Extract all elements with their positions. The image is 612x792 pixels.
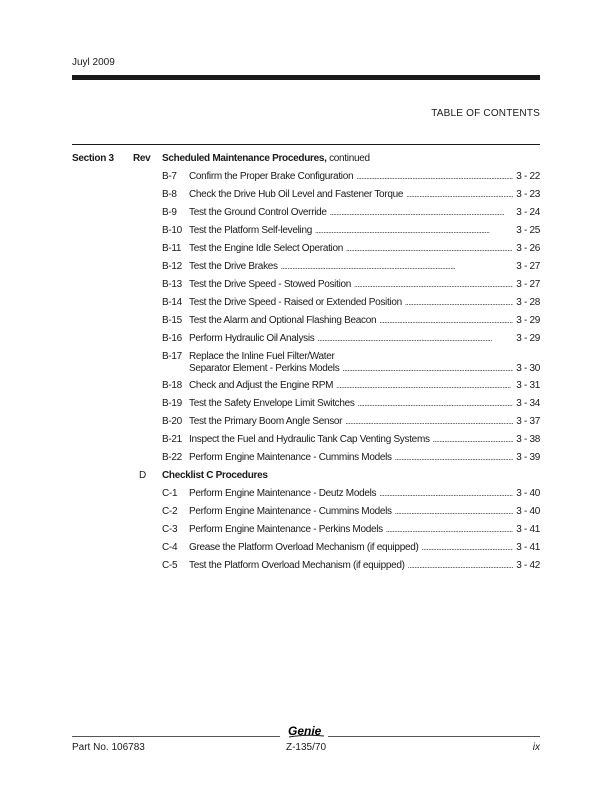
toc-entry[interactable] (162, 225, 540, 243)
entry-code: B-21 (162, 434, 182, 445)
genie-logo (286, 724, 326, 740)
entry-title: Perform Engine Maintenance - Cummins Models (189, 452, 392, 463)
entry-code: B-16 (162, 333, 182, 344)
dot-leader (346, 243, 513, 255)
dot-leader (405, 297, 513, 309)
entry-title: Perform Engine Maintenance - Perkins Models (189, 524, 383, 535)
entry-title: Perform Engine Maintenance - Deutz Models (189, 488, 377, 499)
dot-leader (395, 452, 513, 464)
toc-list-b (162, 171, 540, 470)
entry-code: B-17 (162, 351, 182, 362)
dot-leader (406, 189, 513, 201)
section-title-bold: Scheduled Maintenance Procedures, (162, 153, 327, 164)
page-number: ix (532, 742, 540, 753)
entry-title: Test the Ground Control Override (189, 207, 327, 218)
toc-entry[interactable] (162, 171, 540, 189)
entry-code: B-9 (162, 207, 177, 218)
entry-code: B-13 (162, 279, 182, 290)
toc-entry[interactable] (162, 351, 540, 380)
subsection-title: Checklist C Procedures (162, 470, 268, 481)
entry-page: 3 - 31 (516, 380, 540, 391)
page-title: TABLE OF CONTENTS (431, 108, 540, 119)
toc-entry[interactable] (162, 416, 540, 434)
entry-page: 3 - 41 (516, 524, 540, 535)
toc-entry[interactable] (162, 189, 540, 207)
toc-entry[interactable] (162, 506, 540, 524)
toc-entry[interactable] (162, 398, 540, 416)
toc-entry[interactable] (162, 261, 540, 279)
entry-code: B-22 (162, 452, 182, 463)
entry-title: Confirm the Proper Brake Configuration (189, 171, 354, 182)
entry-code: C-3 (162, 524, 178, 535)
toc-entry[interactable] (162, 333, 540, 351)
dot-leader (317, 333, 513, 345)
dot-leader (395, 506, 513, 518)
entry-code: B-10 (162, 225, 182, 236)
entry-page: 3 - 40 (516, 488, 540, 499)
entry-page: 3 - 42 (516, 560, 540, 571)
entry-title: Test the Safety Envelope Limit Switches (189, 398, 355, 409)
entry-page: 3 - 30 (516, 363, 540, 374)
entry-title: Test the Drive Speed - Stowed Position (189, 279, 352, 290)
dot-leader (379, 315, 513, 327)
dot-leader (354, 279, 513, 291)
dot-leader (345, 416, 513, 428)
header-date: Juyl 2009 (72, 57, 115, 68)
entry-code: C-1 (162, 488, 178, 499)
entry-code: C-5 (162, 560, 178, 571)
section-title (162, 153, 370, 164)
entry-page: 3 - 39 (516, 452, 540, 463)
entry-title: Test the Platform Self-leveling (189, 225, 312, 236)
entry-page: 3 - 28 (516, 297, 540, 308)
entry-code: B-11 (162, 243, 182, 254)
toc-entry[interactable] (162, 380, 540, 398)
entry-code: B-12 (162, 261, 182, 272)
dot-leader (336, 380, 513, 392)
toc-entry[interactable] (162, 452, 540, 470)
header-rule (72, 75, 540, 80)
dot-leader (386, 524, 513, 536)
footer-rule-left (72, 736, 280, 737)
entry-code: B-7 (162, 171, 177, 182)
entry-title: Check and Adjust the Engine RPM (189, 380, 334, 391)
entry-code: B-8 (162, 189, 177, 200)
model-number: Z-135/70 (285, 742, 327, 753)
part-number: Part No. 106783 (72, 742, 145, 753)
dot-leader (356, 171, 513, 183)
footer-rule-right (328, 736, 540, 737)
section-label: Section 3 (72, 153, 114, 164)
entry-code: C-4 (162, 542, 178, 553)
entry-title: Replace the Inline Fuel Filter/Water (189, 351, 335, 362)
entry-page: 3 - 34 (516, 398, 540, 409)
dot-leader (422, 542, 514, 554)
entry-page: 3 - 26 (516, 243, 540, 254)
toc-entry[interactable] (162, 315, 540, 333)
entry-title: Check the Drive Hub Oil Level and Fastener Torque (189, 189, 404, 200)
entry-page: 3 - 23 (516, 189, 540, 200)
entry-code: B-14 (162, 297, 182, 308)
entry-code: B-20 (162, 416, 182, 427)
dot-leader (330, 207, 514, 219)
entry-code: B-19 (162, 398, 182, 409)
subsection-heading (0, 470, 612, 484)
dot-leader (315, 225, 513, 237)
toc-entry[interactable] (162, 243, 540, 261)
entry-title: Test the Engine Idle Select Operation (189, 243, 344, 254)
toc-entry[interactable] (162, 434, 540, 452)
dot-leader (408, 560, 514, 572)
entry-page: 3 - 29 (516, 315, 540, 326)
entry-code: B-15 (162, 315, 182, 326)
entry-title: Test the Drive Brakes (189, 261, 278, 272)
toc-entry[interactable] (162, 279, 540, 297)
entry-title: Grease the Platform Overload Mechanism (if equipped) (189, 542, 419, 553)
entry-title: Test the Primary Boom Angle Sensor (189, 416, 343, 427)
logo-text: Genie (288, 724, 322, 738)
entry-title: Perform Engine Maintenance - Cummins Models (189, 506, 392, 517)
entry-page: 3 - 40 (516, 506, 540, 517)
entry-page: 3 - 29 (516, 333, 540, 344)
entry-page: 3 - 38 (516, 434, 540, 445)
entry-title: Test the Platform Overload Mechanism (if equipped) (189, 560, 405, 571)
toc-entry[interactable] (162, 207, 540, 225)
entry-title: Test the Alarm and Optional Flashing Beacon (189, 315, 377, 326)
entry-page: 3 - 27 (516, 261, 540, 272)
entry-code: C-2 (162, 506, 178, 517)
entry-title: Inspect the Fuel and Hydraulic Tank Cap Venting Systems (189, 434, 430, 445)
entry-page: 3 - 25 (516, 225, 540, 236)
entry-page: 3 - 41 (516, 542, 540, 553)
dot-leader (358, 398, 514, 410)
entry-page: 3 - 22 (516, 171, 540, 182)
toc-entry[interactable] (162, 560, 540, 578)
entry-page: 3 - 27 (516, 279, 540, 290)
section-heading (0, 153, 612, 167)
subsection-letter: D (139, 470, 146, 481)
entry-title: Separator Element - Perkins Models (189, 363, 340, 374)
entry-page: 3 - 24 (516, 207, 540, 218)
entry-page: 3 - 37 (516, 416, 540, 427)
toc-entry[interactable] (162, 542, 540, 560)
divider (72, 144, 540, 145)
toc-list-c (162, 488, 540, 578)
toc-entry[interactable] (162, 524, 540, 542)
dot-leader (342, 363, 513, 375)
toc-entry[interactable] (162, 297, 540, 315)
entry-code: B-18 (162, 380, 182, 391)
entry-title: Test the Drive Speed - Raised or Extended Position (189, 297, 402, 308)
dot-leader (433, 434, 514, 446)
rev-label: Rev (133, 153, 151, 164)
entry-title: Perform Hydraulic Oil Analysis (189, 333, 315, 344)
toc-entry[interactable] (162, 488, 540, 506)
dot-leader (379, 488, 513, 500)
section-title-rest: continued (326, 153, 370, 164)
dot-leader (281, 261, 513, 273)
